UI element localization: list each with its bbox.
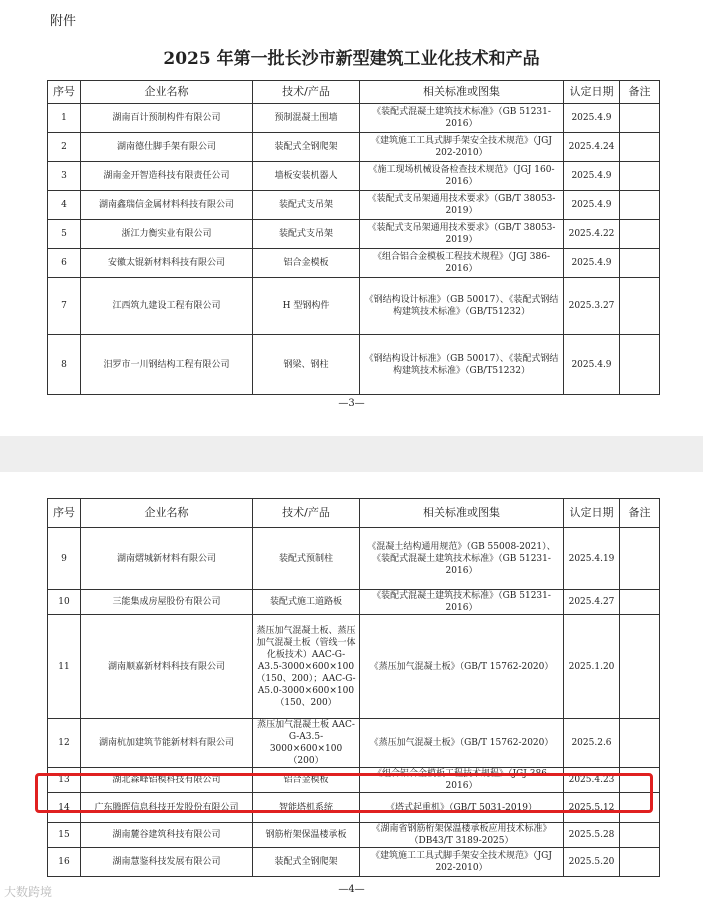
table-row [48, 104, 660, 133]
cell-company: 湖南德仕脚手架有限公司 [81, 133, 253, 162]
cell-no: 1 [48, 104, 81, 133]
cell-product: 预制混凝土围墙 [253, 104, 360, 133]
cell-company: 浙江力衡实业有限公司 [81, 220, 253, 249]
cell-no: 11 [48, 615, 81, 719]
cell-product: 装配式施工道路板 [253, 590, 360, 615]
table-row [48, 528, 660, 590]
cell-standard: 《组合铝合金模板工程技术规程》（JGJ 386-2016） [360, 249, 564, 278]
cell-date: 2025.5.12 [564, 793, 620, 823]
cell-note [620, 278, 660, 335]
document-title: 2025 年第一批长沙市新型建筑工业化技术和产品 [163, 49, 540, 69]
cell-note [620, 191, 660, 220]
cell-company: 广东腾晖信息科技开发股份有限公司 [81, 793, 253, 823]
cell-product: 铝合金模板 [253, 768, 360, 793]
cell-company: 湖南熠城新材料有限公司 [81, 528, 253, 590]
cell-standard: 《混凝土结构通用规范》（GB 55008-2021）、《装配式混凝土建筑技术标准》（GB 51231-2016） [360, 528, 564, 590]
cell-date: 2025.4.9 [564, 162, 620, 191]
document-page-4 [0, 472, 703, 907]
header-product: 技术/产品 [253, 81, 360, 104]
header-no: 序号 [48, 81, 81, 104]
cell-no: 3 [48, 162, 81, 191]
cell-date: 2025.3.27 [564, 278, 620, 335]
header-company: 企业名称 [81, 499, 253, 528]
cell-product: 钢梁、钢柱 [253, 335, 360, 395]
cell-no: 5 [48, 220, 81, 249]
cell-standard: 《蒸压加气混凝土板》（GB/T 15762-2020） [360, 615, 564, 719]
cell-standard: 《建筑施工工具式脚手架安全技术规范》（JGJ 202-2010） [360, 848, 564, 877]
cell-note [620, 848, 660, 877]
cell-note [620, 528, 660, 590]
cell-standard: 《组合铝合金模板工程技术规程》（JGJ 386-2016） [360, 768, 564, 793]
cell-standard: 《装配式支吊架通用技术要求》（GB/T 38053-2019） [360, 220, 564, 249]
table-row [48, 719, 660, 768]
cell-product: 钢筋桁架保温楼承板 [253, 823, 360, 848]
cell-note [620, 719, 660, 768]
cell-standard: 《装配式混凝土建筑技术标准》（GB 51231-2016） [360, 104, 564, 133]
cell-product: 铝合金模板 [253, 249, 360, 278]
cell-date: 2025.4.9 [564, 249, 620, 278]
cell-company: 湖南鑫瑞信金属材料科技有限公司 [81, 191, 253, 220]
cell-company: 湖南金开智造科技有限责任公司 [81, 162, 253, 191]
table-row [48, 191, 660, 220]
table-row [48, 615, 660, 719]
header-no: 序号 [48, 499, 81, 528]
header-date: 认定日期 [564, 81, 620, 104]
cell-company: 湖北森峰铝模科技有限公司 [81, 768, 253, 793]
attachment-label: 附件 [50, 14, 77, 29]
cell-date: 2025.5.20 [564, 848, 620, 877]
header-date: 认定日期 [564, 499, 620, 528]
highlight-box [35, 773, 653, 813]
cell-standard: 《钢结构设计标准》（GB 50017）、《装配式钢结构建筑技术标准》（GB/T51232） [360, 278, 564, 335]
cell-company: 湖南慧鉴科技发展有限公司 [81, 848, 253, 877]
table-header-row [48, 499, 660, 528]
cell-date: 2025.1.20 [564, 615, 620, 719]
cell-no: 12 [48, 719, 81, 768]
cell-company: 江西筑九建设工程有限公司 [81, 278, 253, 335]
cell-note [620, 615, 660, 719]
cell-no: 8 [48, 335, 81, 395]
cell-no: 4 [48, 191, 81, 220]
page-number: —3— [338, 398, 365, 409]
cell-standard: 《装配式支吊架通用技术要求》（GB/T 38053-2019） [360, 191, 564, 220]
cell-product: 装配式预制柱 [253, 528, 360, 590]
cell-note [620, 220, 660, 249]
cell-company: 湖南杭加建筑节能新材料有限公司 [81, 719, 253, 768]
products-table-part2 [47, 498, 660, 877]
header-note: 备注 [620, 499, 660, 528]
cell-date: 2025.4.9 [564, 335, 620, 395]
cell-company: 汨罗市一川钢结构工程有限公司 [81, 335, 253, 395]
cell-product: 智能塔机系统 [253, 793, 360, 823]
cell-no: 16 [48, 848, 81, 877]
document-page-3 [0, 0, 703, 436]
cell-date: 2025.4.19 [564, 528, 620, 590]
header-standard: 相关标准或图集 [360, 81, 564, 104]
header-note: 备注 [620, 81, 660, 104]
cell-no: 2 [48, 133, 81, 162]
watermark: 大数跨境 [4, 885, 53, 899]
page-number: —4— [338, 884, 365, 895]
cell-note [620, 335, 660, 395]
cell-note [620, 104, 660, 133]
cell-product: 墙板安装机器人 [253, 162, 360, 191]
cell-note [620, 823, 660, 848]
cell-date: 2025.2.6 [564, 719, 620, 768]
cell-date: 2025.4.24 [564, 133, 620, 162]
table-row [48, 133, 660, 162]
cell-note [620, 162, 660, 191]
cell-company: 三能集成房屋股份有限公司 [81, 590, 253, 615]
cell-standard: 《塔式起重机》（GB/T 5031-2019） [360, 793, 564, 823]
cell-company: 安徽太锟新材料科技有限公司 [81, 249, 253, 278]
cell-date: 2025.4.9 [564, 191, 620, 220]
cell-no: 7 [48, 278, 81, 335]
table-row [48, 823, 660, 848]
table-row [48, 848, 660, 877]
cell-product: 装配式支吊架 [253, 191, 360, 220]
header-company: 企业名称 [81, 81, 253, 104]
cell-note [620, 249, 660, 278]
cell-date: 2025.5.28 [564, 823, 620, 848]
cell-product: 装配式全钢爬架 [253, 133, 360, 162]
cell-date: 2025.4.27 [564, 590, 620, 615]
cell-standard: 《蒸压加气混凝土板》（GB/T 15762-2020） [360, 719, 564, 768]
header-standard: 相关标准或图集 [360, 499, 564, 528]
cell-no: 13 [48, 768, 81, 793]
cell-date: 2025.4.23 [564, 768, 620, 793]
table-row [48, 249, 660, 278]
cell-product: 装配式全钢爬架 [253, 848, 360, 877]
table-row [48, 162, 660, 191]
header-product: 技术/产品 [253, 499, 360, 528]
cell-note [620, 133, 660, 162]
cell-no: 6 [48, 249, 81, 278]
cell-standard: 《湖南省钢筋桁架保温楼承板应用技术标准》（DB43/T 3189-2025） [360, 823, 564, 848]
cell-date: 2025.4.9 [564, 104, 620, 133]
cell-company: 湖南百计预制构件有限公司 [81, 104, 253, 133]
cell-product: 蒸压加气混凝土板 AAC-G-A3.5-3000×600×100（200） [253, 719, 360, 768]
cell-standard: 《施工现场机械设备检查技术规范》（JGJ 160-2016） [360, 162, 564, 191]
table-header-row [48, 81, 660, 104]
cell-no: 15 [48, 823, 81, 848]
products-table-part1 [47, 80, 660, 395]
cell-standard: 《钢结构设计标准》（GB 50017）、《装配式钢结构建筑技术标准》（GB/T51232） [360, 335, 564, 395]
cell-standard: 《建筑施工工具式脚手架安全技术规范》（JGJ 202-2010） [360, 133, 564, 162]
cell-note [620, 590, 660, 615]
cell-product: H 型钢构件 [253, 278, 360, 335]
cell-no: 10 [48, 590, 81, 615]
table-row [48, 278, 660, 335]
cell-no: 14 [48, 793, 81, 823]
cell-product: 蒸压加气混凝土板、蒸压加气混凝土板（管线一体化板技术）AAC-G-A3.5-3000×600×100（150、200）；AAC-G-A5.0-3000×600×100（150、200） [253, 615, 360, 719]
cell-product: 装配式支吊架 [253, 220, 360, 249]
table-row [48, 220, 660, 249]
cell-standard: 《装配式混凝土建筑技术标准》（GB 51231-2016） [360, 590, 564, 615]
table-row [48, 590, 660, 615]
cell-company: 湖南麓谷建筑科技有限公司 [81, 823, 253, 848]
table-row [48, 335, 660, 395]
cell-company: 湖南顺嘉新材料科技有限公司 [81, 615, 253, 719]
cell-no: 9 [48, 528, 81, 590]
cell-date: 2025.4.22 [564, 220, 620, 249]
